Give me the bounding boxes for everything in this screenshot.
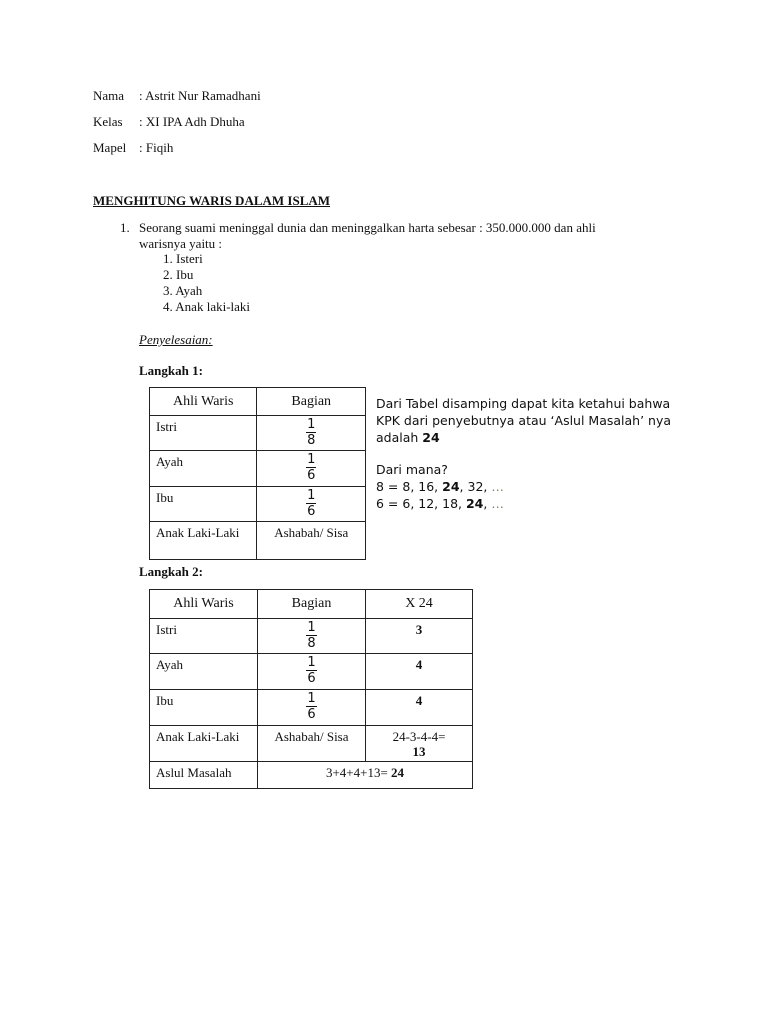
note-line5: 8 = 8, 16, 24, 32, …	[376, 479, 504, 494]
mapel-value: : Fiqih	[139, 140, 174, 155]
list-item: 4. Anak laki-laki	[163, 299, 251, 314]
document-title: MENGHITUNG WARIS DALAM ISLAM	[93, 193, 331, 208]
col-header-x24: X 24	[366, 590, 473, 619]
table-row	[150, 762, 473, 789]
footer-total: 3+4+4+13= 24	[258, 762, 473, 789]
share-result: 3	[366, 619, 473, 654]
note-line2: KPK dari penyebutnya atau ‘Aslul Masalah’ nya	[376, 413, 672, 428]
share-fraction: $\frac{1}{6}$	[257, 487, 366, 522]
share-result: 4	[366, 690, 473, 726]
step2-table	[149, 589, 473, 789]
heir-name: Ibu	[150, 487, 257, 522]
question-text-line2: warisnya yaitu :	[139, 236, 223, 251]
heir-name: Istri	[150, 416, 257, 451]
table-row	[150, 726, 473, 762]
list-item: 2. Ibu	[163, 267, 194, 282]
list-item: 3. Ayah	[163, 283, 203, 298]
note-line1: Dari Tabel disamping dapat kita ketahui bahwa	[376, 396, 671, 411]
step1-label: Langkah 1:	[139, 363, 203, 378]
question-text-line1: Seorang suami meninggal dunia dan meninggalkan harta sebesar : 350.000.000 dan ahli	[139, 220, 596, 235]
note-line4: Dari mana?	[376, 462, 448, 477]
kelas-label: Kelas	[93, 114, 123, 129]
table-row	[150, 690, 473, 726]
col-header-bagian: Bagian	[258, 590, 366, 619]
heir-name: Ayah	[150, 654, 258, 690]
share-result: 4	[366, 654, 473, 690]
kelas-value: : XI IPA Adh Dhuha	[139, 114, 245, 129]
table-row	[150, 522, 366, 560]
solution-label: Penyelesaian:	[139, 332, 213, 347]
nama-value: : Astrit Nur Ramadhani	[139, 88, 261, 103]
share-fraction: $\frac{1}{6}$	[257, 451, 366, 487]
share-fraction: $\frac{1}{6}$	[258, 690, 366, 726]
share-fraction: $\frac{1}{6}$	[258, 654, 366, 690]
col-header-ahli-waris: Ahli Waris	[150, 590, 258, 619]
table-row	[150, 654, 473, 690]
heir-name: Istri	[150, 619, 258, 654]
table-row	[150, 416, 366, 451]
note-line6: 6 = 6, 12, 18, 24, …	[376, 496, 504, 511]
table-row	[150, 451, 366, 487]
share-fraction: $\frac{1}{8}$	[257, 416, 366, 451]
share-text: Ashabah/ Sisa	[257, 522, 366, 560]
table-row	[150, 619, 473, 654]
heir-name: Anak Laki-Laki	[150, 726, 258, 762]
list-item: 1. Isteri	[163, 251, 203, 266]
share-text: Ashabah/ Sisa	[258, 726, 366, 762]
col-header-ahli-waris: Ahli Waris	[150, 388, 257, 416]
nama-label: Nama	[93, 88, 125, 103]
share-fraction: $\frac{1}{8}$	[258, 619, 366, 654]
heir-name: Anak Laki-Laki	[150, 522, 257, 560]
step2-label: Langkah 2:	[139, 564, 203, 579]
step1-table	[149, 387, 366, 560]
heir-name: Ayah	[150, 451, 257, 487]
table-row	[150, 487, 366, 522]
heir-name: Ibu	[150, 690, 258, 726]
note-line3: adalah 24	[376, 430, 440, 445]
col-header-bagian: Bagian	[257, 388, 366, 416]
mapel-label: Mapel	[93, 140, 127, 155]
question-number: 1.	[120, 220, 130, 235]
footer-name: Aslul Masalah	[150, 762, 258, 789]
share-result: 24-3-4-4= 13	[366, 726, 473, 762]
